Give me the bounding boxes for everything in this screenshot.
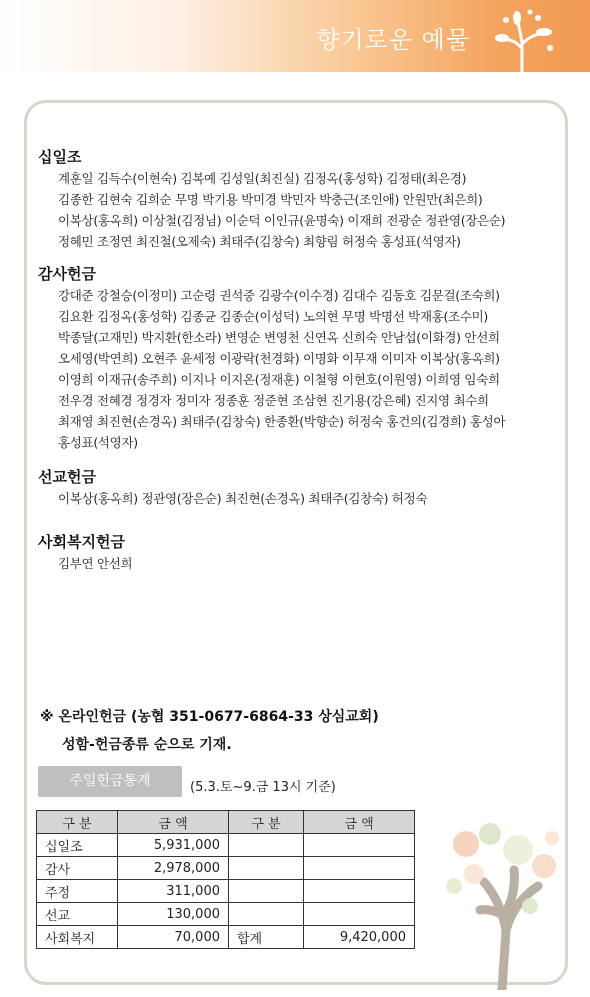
table-row (37, 857, 415, 880)
offering-stats-table (36, 810, 415, 949)
total-amount-cell: 9,420,000 (304, 926, 415, 949)
amount-cell: 70,000 (118, 926, 229, 949)
column-header: 구 분 (37, 811, 118, 834)
category-cell: 십일조 (37, 834, 118, 857)
name-line: 김요환 김정옥(홍성학) 김종균 김종순(이성덕) 노의현 무명 박명선 박재홍(조수미) (58, 309, 488, 324)
table-row (37, 926, 415, 949)
total-label-cell: 합계 (229, 926, 304, 949)
name-line: 이복상(홍옥희) 정관영(장은순) 최진현(손경옥) 최태주(김창숙) 허정숙 (58, 491, 428, 506)
online-offering-instruction: 성함-헌금종류 순으로 기재. (62, 737, 232, 753)
table-row (37, 903, 415, 926)
name-line: 홍성표(석영자) (58, 435, 138, 450)
table-row (37, 834, 415, 857)
category-cell (229, 903, 304, 926)
section-tithe (38, 146, 558, 252)
category-cell (229, 857, 304, 880)
name-line: 김부연 안선희 (58, 556, 133, 571)
column-header: 구 분 (229, 811, 304, 834)
amount-cell: 311,000 (118, 880, 229, 903)
table-header-row (37, 811, 415, 834)
category-cell: 감사 (37, 857, 118, 880)
amount-cell (304, 834, 415, 857)
table-row (37, 880, 415, 903)
section-mission (38, 466, 558, 509)
column-header: 금 액 (118, 811, 229, 834)
section-thanksgiving (38, 263, 558, 453)
name-line: 오세영(박연희) 오현주 윤세정 이광락(천경화) 이명화 이무재 이미자 이복상(홍옥희) (58, 351, 500, 366)
section-title: 사회복지헌금 (38, 533, 125, 551)
amount-cell: 5,931,000 (118, 834, 229, 857)
category-cell (229, 880, 304, 903)
category-cell (229, 834, 304, 857)
name-line: 김종한 김현숙 김희순 무명 박기용 박미경 박민자 박충근(조인애) 안원만(최은희) (58, 192, 483, 207)
category-cell: 사회복지 (37, 926, 118, 949)
header-banner (0, 0, 590, 72)
name-line: 이복상(홍옥희) 이상철(김정님) 이순덕 이인규(윤명숙) 이재희 전광순 정관영(장은순) (58, 213, 506, 228)
section-title: 감사헌금 (38, 265, 96, 283)
category-cell: 주정 (37, 880, 118, 903)
name-line: 이영희 이재규(송주희) 이지나 이지온(정재훈) 이철형 이현호(이원영) 이희영 임숙희 (58, 372, 500, 387)
name-line: 정혜민 조정연 최진철(오제숙) 최태주(김창숙) 최향림 허정숙 홍성표(석영자) (58, 234, 461, 249)
amount-cell: 130,000 (118, 903, 229, 926)
amount-cell (304, 903, 415, 926)
page-title: 향기로운 예물 (316, 26, 470, 54)
amount-cell: 2,978,000 (118, 857, 229, 880)
tree-illustration (440, 820, 570, 990)
category-cell: 선교 (37, 903, 118, 926)
name-line: 전우경 전혜경 정경자 정미자 정종훈 정준현 조삼현 진기용(강은혜) 진지영 최수희 (58, 393, 489, 408)
amount-cell (304, 880, 415, 903)
column-header: 금 액 (304, 811, 415, 834)
stats-basis-period: (5.3.토~9.금 13시 기준) (190, 780, 336, 795)
section-welfare (38, 531, 558, 574)
weekly-offering-stats-tab: 주일헌금통계 (38, 766, 182, 797)
online-offering-notice: ※ 온라인헌금 (농협 351-0677-6864-33 상심교회) (40, 709, 379, 725)
section-title: 십일조 (38, 148, 82, 166)
name-line: 박종달(고재민) 박지환(한소라) 변영순 변영천 신연옥 신희숙 안남섭(이화경) 안선희 (58, 330, 500, 345)
sprout-icon (482, 4, 562, 72)
section-title: 선교헌금 (38, 468, 96, 486)
name-line: 계훈일 김득수(이현숙) 김복예 김성일(최진실) 김정옥(홍성학) 김정태(최은경) (58, 171, 467, 186)
name-line: 강대준 강철승(이정미) 고순령 권석중 김광수(이수경) 김대수 김동호 김문걸(조숙희) (58, 288, 500, 303)
name-line: 최재영 최진현(손경옥) 최태주(김창숙) 한종환(박향순) 허정숙 홍건의(김경희) 홍성아 (58, 414, 506, 429)
amount-cell (304, 857, 415, 880)
